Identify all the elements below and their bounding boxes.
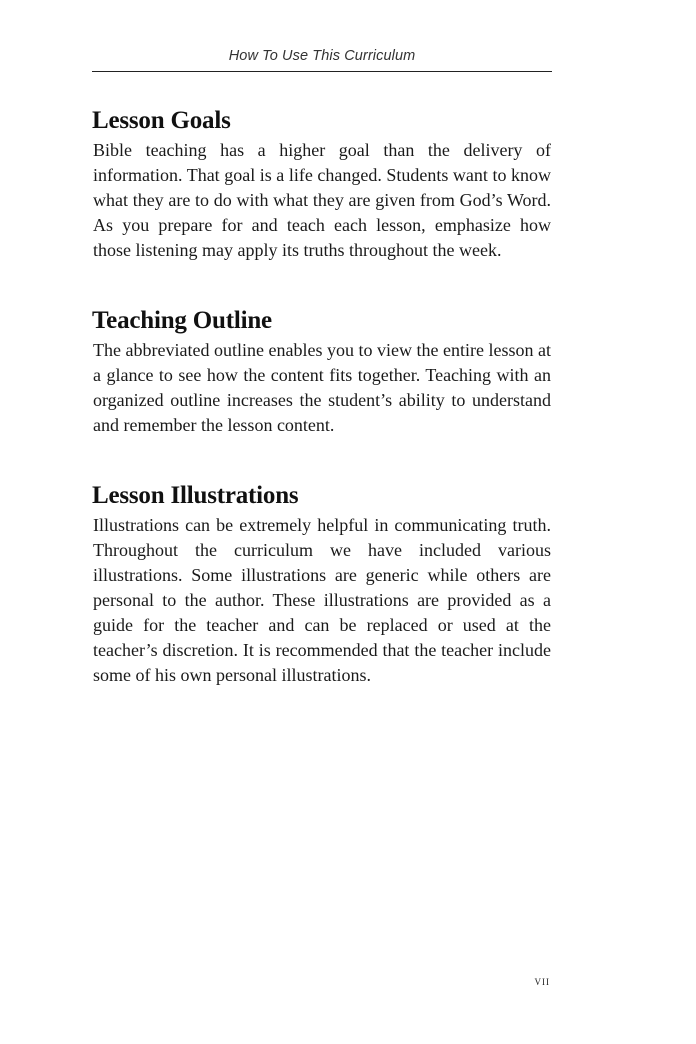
section-heading: Lesson Goals xyxy=(92,107,231,134)
section-lesson-goals xyxy=(93,106,551,263)
section-lesson-illustrations xyxy=(93,481,551,688)
section-teaching-outline xyxy=(93,306,551,438)
section-body: The abbreviated outline enables you to view the entire lesson at a glance to see how the content fits together. Teaching with an organized outline increases the student’s ability to understand and remember the lesson content. xyxy=(93,340,551,435)
page-number: vii xyxy=(534,973,550,988)
running-header: How To Use This Curriculum xyxy=(228,48,416,64)
section-heading: Teaching Outline xyxy=(92,307,272,334)
section-body: Bible teaching has a higher goal than the delivery of information. That goal is a life changed. Students want to know what they are to do with what they are given from God’s Word. As you prepare for and teach each lesson, emphasize how those listening may apply its truths throughout the week. xyxy=(93,140,551,260)
header-rule xyxy=(92,71,552,72)
page-content xyxy=(93,106,551,688)
section-heading: Lesson Illustrations xyxy=(92,482,299,509)
section-body: Illustrations can be extremely helpful in communicating truth. Throughout the curriculum we have included various illustrations. Some illustrations are generic while others are personal to the author. These illustrations are provided as a guide for the teacher and can be replaced or used at the teacher’s discretion. It is recommended that the teacher include some of his own personal illustrations. xyxy=(93,515,551,685)
